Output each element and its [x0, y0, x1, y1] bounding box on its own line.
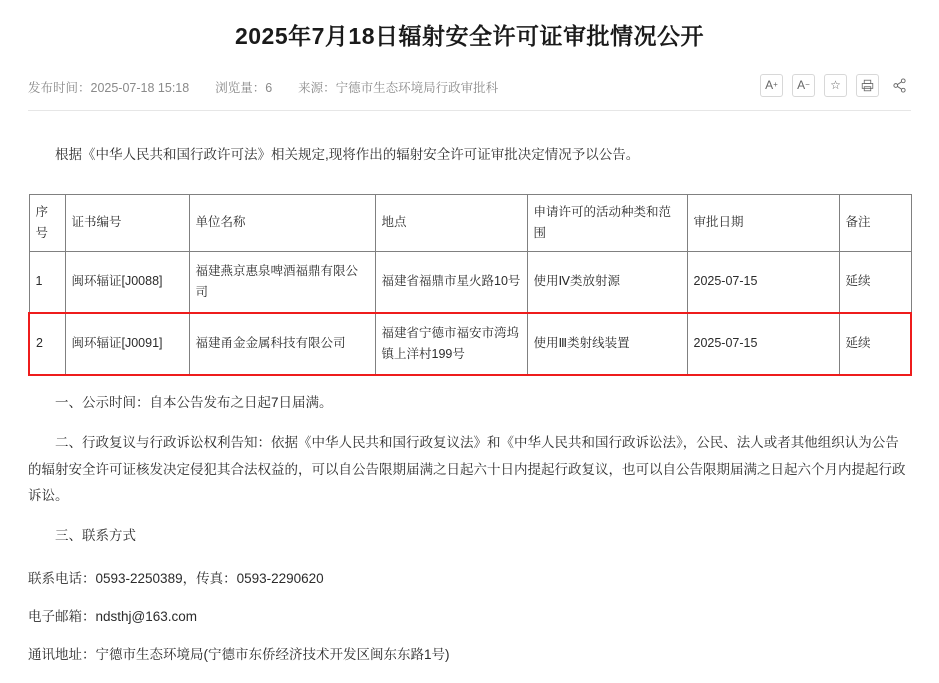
- table-header-cell: 备注: [839, 194, 911, 252]
- table-cell-index: 2: [29, 313, 65, 375]
- table-body: [29, 252, 911, 376]
- font-increase-sup: +: [773, 80, 778, 90]
- article-source: 来源：宁德市生态环境局行政审批科: [298, 80, 499, 95]
- article-tools: [760, 74, 911, 97]
- table-header-cell: 审批日期: [687, 194, 839, 252]
- font-increase-button[interactable]: [760, 74, 783, 97]
- contact-address: 通讯地址：宁德市生态环境局(宁德市东侨经济技术开发区闽东东路1号): [28, 647, 450, 663]
- print-icon[interactable]: [856, 74, 879, 97]
- table-header-cell: 申请许可的活动种类和范围: [527, 194, 687, 252]
- article-meta-bar: [28, 68, 911, 111]
- view-count: 浏览量：6: [215, 80, 273, 95]
- table-row: [29, 252, 911, 314]
- table-cell-company: 福建燕京惠泉啤酒福鼎有限公司: [189, 252, 375, 314]
- table-cell-index: 1: [29, 252, 65, 314]
- table-head: [29, 194, 911, 252]
- share-icon[interactable]: [888, 74, 911, 97]
- table-header-cell: 地点: [375, 194, 527, 252]
- contact-email: 电子邮箱：ndsthj@163.com: [28, 608, 198, 624]
- page-title: 2025年7月18日辐射安全许可证审批情况公开: [234, 23, 705, 49]
- table-cell-date: 2025-07-15: [687, 252, 839, 314]
- contact-phone: 联系电话：0593-2250389，传真：0593-2290620: [28, 570, 324, 586]
- font-increase-label: A: [765, 78, 774, 93]
- font-decrease-sup: −: [805, 80, 810, 90]
- font-decrease-label: A: [797, 78, 806, 93]
- table-cell-scope: 使用Ⅲ类射线装置: [527, 313, 687, 375]
- table-header-row: [29, 194, 911, 252]
- table-cell-scope: 使用Ⅳ类放射源: [527, 252, 687, 314]
- table-cell-remark: 延续: [839, 313, 911, 375]
- article-content: [0, 124, 939, 668]
- table-cell-location: 福建省宁德市福安市湾坞镇上洋村199号: [375, 313, 527, 375]
- notice-review-rights: 二、行政复议与行政诉讼权利告知：依据《中华人民共和国行政复议法》和《中华人民共和国行政诉讼法》，公民、法人或者其他组织认为公告的辐射安全许可证核发决定侵犯其合法权益的，可以自公告限期届满之日起六十日内提起行政复议，也可以自公告限期届满之日起六个月内提起行政诉讼。: [28, 435, 906, 503]
- publish-time: 发布时间：2025-07-18 15:18: [28, 80, 190, 95]
- table-cell-location: 福建省福鼎市星火路10号: [375, 252, 527, 314]
- table-header-cell: 证书编号: [65, 194, 189, 252]
- table-cell-company: 福建甬金金属科技有限公司: [189, 313, 375, 375]
- favorite-star-icon[interactable]: [824, 74, 847, 97]
- table-row-highlighted: [29, 313, 911, 375]
- star-glyph: ☆: [830, 78, 841, 93]
- table-cell-date: 2025-07-15: [687, 313, 839, 375]
- table-cell-remark: 延续: [839, 252, 911, 314]
- table-cell-certificate-no: 闽环辐证[J0088]: [65, 252, 189, 314]
- title-bar: [0, 0, 939, 68]
- notice-publicity-period: 一、公示时间：自本公告发布之日起7日届满。: [55, 395, 333, 411]
- table-header-cell: 单位名称: [189, 194, 375, 252]
- font-decrease-button[interactable]: [792, 74, 815, 97]
- table-cell-certificate-no: 闽环辐证[J0091]: [65, 313, 189, 375]
- approval-table: [28, 194, 912, 377]
- table-header-cell: 序号: [29, 194, 65, 252]
- notice-contact-heading: 三、联系方式: [55, 528, 136, 544]
- lead-paragraph: 根据《中华人民共和国行政许可法》相关规定,现将作出的辐射安全许可证审批决定情况予以公告。: [55, 147, 640, 163]
